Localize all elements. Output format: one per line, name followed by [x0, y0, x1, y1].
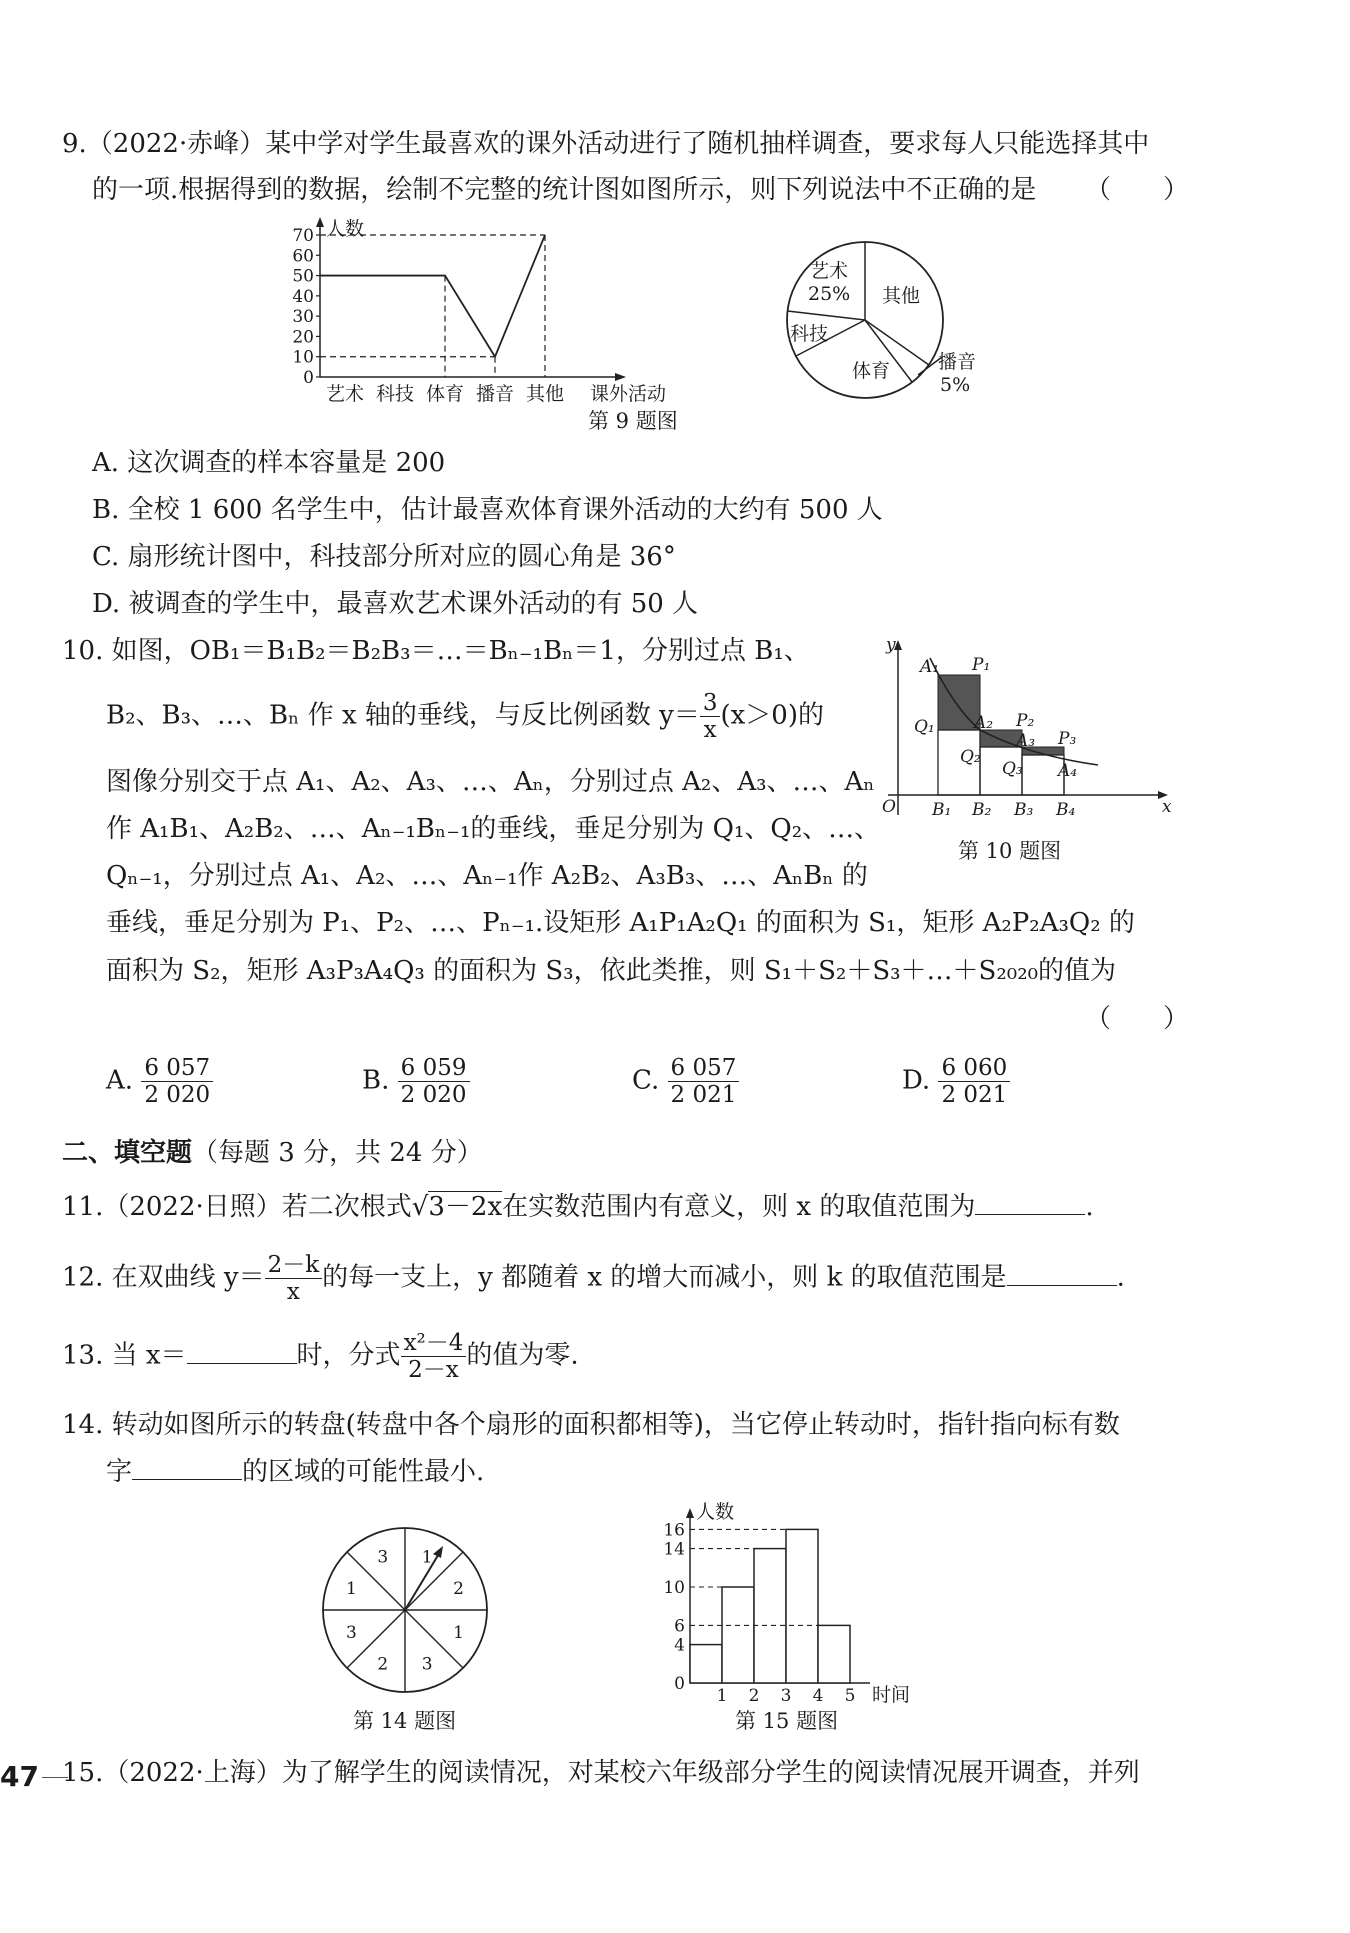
q13-pre: 13. 当 x＝: [62, 1340, 187, 1371]
x-tick-label: 科技: [375, 383, 415, 405]
q12-fraction: [265, 1252, 323, 1305]
q13: [62, 1330, 579, 1383]
q15-line1: 15.（2022·上海）为了解学生的阅读情况，对某校六年级部分学生的阅读情况展开调查，并列: [62, 1758, 1140, 1788]
option-letter: A.: [106, 1065, 134, 1096]
q9-series-line: [320, 235, 545, 357]
y-tick-label: 50: [292, 266, 314, 287]
option-fraction: [398, 1055, 470, 1108]
option-fraction: [668, 1055, 740, 1108]
q11: [62, 1190, 1094, 1224]
pie-label-broadcast-1: 播音: [938, 351, 977, 373]
q11-sqrt-sign: √: [411, 1192, 429, 1222]
q13-fraction: [401, 1330, 467, 1383]
q10-answer-paren: （ ）: [1085, 1004, 1190, 1034]
y-tick-label: 6: [674, 1616, 685, 1637]
bar: [754, 1549, 786, 1683]
q10-line2-a: B₂、B₃、…、Bₙ 作 x 轴的垂线，与反比例函数 y＝: [106, 700, 700, 731]
x-tick-label: 2: [748, 1686, 760, 1706]
q10-label-a3: A₃: [1016, 731, 1036, 751]
q9-xlabel: 课外活动: [590, 383, 667, 405]
bar: [690, 1645, 722, 1683]
q9-pie-chart: [770, 225, 1000, 415]
y-tick-label: 10: [663, 1578, 685, 1598]
page-number-rule: [42, 1777, 68, 1778]
q10-label-b3: B₃: [1014, 800, 1034, 820]
y-tick-label: 16: [663, 1520, 685, 1541]
q10-fraction: [700, 690, 721, 743]
pie-label-broadcast-2: 5%: [940, 374, 971, 396]
q10-line2: [106, 690, 824, 743]
q11-radicand: 3－2x: [428, 1192, 503, 1222]
x-tick-label: 1: [716, 1686, 728, 1706]
q12: [62, 1252, 1125, 1305]
q10-line6: 垂线，垂足分别为 P₁、P₂、…、Pₙ₋₁.设矩形 A₁P₁A₂Q₁ 的面积为 S₁，矩形 A₂P₂A₃Q₂ 的: [106, 908, 1135, 938]
q10-option-c: [632, 1055, 739, 1108]
wheel-pointer-head: [433, 1546, 443, 1558]
q10-line5: Qₙ₋₁，分别过点 A₁、A₂、…、Aₙ₋₁作 A₂B₂、A₃B₃、…、AₙBₙ 的: [106, 861, 868, 891]
q10-label-a2: A₂: [974, 713, 994, 733]
q14-fig-caption: 第 14 题图: [353, 1709, 457, 1733]
q15-fig-caption: 第 15 题图: [735, 1709, 839, 1733]
option-fraction: [938, 1055, 1010, 1108]
q9-line1: 9.（2022·赤峰）某中学对学生最喜欢的课外活动进行了随机抽样调查，要求每人只能选择其中: [62, 129, 1150, 159]
option-den: 2 020: [400, 1082, 467, 1108]
q10-frac-den: x: [703, 717, 717, 743]
q10-label-p1: P₁: [972, 655, 991, 675]
q10-option-b: [362, 1055, 470, 1108]
q12-num: 2－k: [265, 1252, 323, 1279]
x-tick-label: 5: [844, 1686, 856, 1706]
option-letter: C.: [632, 1065, 660, 1096]
q14-spinner-wheel: [315, 1520, 495, 1700]
q10-option-a: [106, 1055, 213, 1108]
q14-line1: 14. 转动如图所示的转盘(转盘中各个扇形的面积都相等)，当它停止转动时，指针指向标有数: [62, 1410, 1120, 1440]
option-den: 2 021: [670, 1082, 737, 1108]
option-den: 2 021: [941, 1082, 1008, 1108]
q10-line3: 图像分别交于点 A₁、A₂、A₃、…、Aₙ，分别过点 A₂、A₃、…、Aₙ: [106, 767, 875, 797]
q10-label-x: x: [1162, 797, 1172, 817]
pie-label-other: 其他: [882, 285, 921, 307]
q12-pre: 12. 在双曲线 y＝: [62, 1262, 265, 1293]
q10-label-q2: Q₂: [960, 747, 981, 767]
q13-mid: 时，分式: [296, 1340, 401, 1371]
bar: [818, 1625, 850, 1683]
pie-label-tech: 科技: [790, 323, 829, 345]
q13-answer-blank[interactable]: [187, 1339, 297, 1364]
y-tick-label: 70: [292, 226, 314, 246]
q10-label-b4: B₄: [1056, 800, 1076, 820]
bar: [786, 1529, 818, 1683]
wheel-number: 2: [377, 1654, 389, 1675]
wheel-number: 3: [421, 1654, 433, 1675]
q10-frac-num: 3: [700, 690, 721, 717]
option-letter: D.: [902, 1065, 931, 1096]
q10-line7: 面积为 S₂，矩形 A₃P₃A₄Q₃ 的面积为 S₃，依此类推，则 S₁＋S₂＋S₃＋…＋S₂₀₂₀的值为: [106, 956, 1117, 986]
q9-answer-paren: （ ）: [1085, 175, 1190, 205]
q15-ylabel: 人数: [696, 1501, 735, 1523]
q14-pre: 字: [106, 1457, 133, 1487]
q10-label-p3: P₃: [1058, 729, 1077, 749]
x-tick-label: 艺术: [325, 383, 365, 405]
q12-den: x: [286, 1279, 300, 1305]
chart-axes: [320, 225, 615, 377]
pie-label-pe: 体育: [852, 360, 891, 382]
q14-answer-blank[interactable]: [132, 1455, 242, 1480]
q13-num: x²－4: [401, 1330, 467, 1357]
wheel-number: 3: [346, 1623, 357, 1644]
q10-label-y: y: [886, 635, 896, 655]
x-tick-label: 其他: [525, 383, 565, 405]
q9-ylabel: 人数: [326, 218, 365, 240]
y-tick-label: 4: [674, 1635, 685, 1656]
q9-line2: 的一项.根据得到的数据，绘制不完整的统计图如图所示，则下列说法中不正确的是: [92, 175, 1037, 205]
wheel-number: 1: [346, 1578, 357, 1599]
wheel-number: 1: [421, 1547, 433, 1568]
option-num: 6 057: [141, 1055, 213, 1082]
q10-label-b1: B₁: [932, 800, 952, 820]
q10-option-d: [902, 1055, 1010, 1108]
option-num: 6 060: [938, 1055, 1010, 1082]
wheel-number: 3: [377, 1547, 389, 1568]
x-tick-label: 3: [780, 1686, 792, 1706]
q12-answer-blank[interactable]: [1007, 1261, 1117, 1286]
x-tick-label: 体育: [425, 383, 465, 405]
y-tick-label: 0: [303, 368, 314, 388]
q12-end: .: [1116, 1262, 1125, 1293]
y-tick-label: 14: [663, 1539, 685, 1560]
pie-label-art-2: 25%: [808, 283, 851, 305]
q9-option-d: D. 被调查的学生中，最喜欢艺术课外活动的有 50 人: [92, 589, 699, 619]
q11-pre: 11.（2022·日照）若二次根式: [62, 1192, 412, 1222]
q9-option-a: A. 这次调查的样本容量是 200: [92, 448, 446, 478]
y-tick-label: 20: [292, 327, 314, 348]
bar: [722, 1587, 754, 1683]
wheel-number: 1: [453, 1623, 464, 1644]
q9-fig-caption: 第 9 题图: [588, 409, 678, 433]
q11-answer-blank[interactable]: [975, 1190, 1085, 1215]
q10-label-o: O: [882, 797, 896, 817]
q9-option-b: B. 全校 1 600 名学生中，估计最喜欢体育课外活动的大约有 500 人: [92, 495, 883, 525]
q10-label-q3: Q₃: [1002, 759, 1023, 779]
q15-xlabel: 时间: [872, 1684, 911, 1706]
q10-line4: 作 A₁B₁、A₂B₂、…、Aₙ₋₁Bₙ₋₁的垂线，垂足分别为 Q₁、Q₂、…、: [106, 814, 881, 844]
y-tick-label: 60: [292, 246, 314, 267]
q10-label-b2: B₂: [972, 800, 992, 820]
section-title: 二、填空题: [62, 1138, 193, 1168]
q10-figure: [858, 630, 1178, 830]
q10-line2-b: (x＞0)的: [720, 700, 824, 731]
q12-post: 的每一支上，y 都随着 x 的增大而减小，则 k 的取值范围是: [322, 1262, 1007, 1293]
option-den: 2 020: [144, 1082, 211, 1108]
q13-den: 2－x: [408, 1357, 459, 1383]
section-note: （每题 3 分，共 24 分）: [192, 1138, 483, 1168]
option-num: 6 057: [668, 1055, 740, 1082]
q10-label-p2: P₂: [1016, 711, 1035, 731]
option-letter: B.: [362, 1065, 390, 1096]
wheel-number: 2: [453, 1578, 464, 1599]
q13-post: 的值为零.: [466, 1340, 579, 1371]
x-tick-label: 4: [812, 1686, 824, 1706]
option-num: 6 059: [398, 1055, 470, 1082]
q15-bar-chart: [650, 1498, 940, 1708]
q10-label-a1: A₁: [920, 657, 940, 677]
y-tick-label: 40: [292, 286, 314, 307]
q14-line2: [106, 1455, 484, 1489]
q9-option-c: C. 扇形统计图中，科技部分所对应的圆心角是 36°: [92, 542, 676, 572]
pie-label-art-1: 艺术: [810, 260, 849, 282]
y-tick-label: 30: [292, 307, 314, 328]
q11-post: 在实数范围内有意义，则 x 的取值范围为: [502, 1192, 976, 1222]
page-number: 47: [0, 1760, 39, 1793]
section-heading: [62, 1136, 483, 1170]
q9-line-chart: [270, 215, 690, 410]
option-fraction: [141, 1055, 213, 1108]
q11-end: .: [1085, 1192, 1094, 1222]
y-tick-label: 0: [674, 1674, 685, 1694]
x-tick-label: 播音: [475, 383, 515, 405]
q14-post: 的区域的可能性最小.: [242, 1457, 485, 1487]
q10-fig-caption: 第 10 题图: [958, 839, 1062, 863]
pie-divider: [865, 320, 929, 365]
pie-divider: [788, 311, 866, 320]
q10-label-q1: Q₁: [914, 717, 935, 737]
q10-label-a4: A₄: [1058, 761, 1078, 781]
q10-line1: 10. 如图，OB₁＝B₁B₂＝B₂B₃＝…＝Bₙ₋₁Bₙ＝1，分别过点 B₁、: [62, 636, 810, 666]
y-tick-label: 10: [292, 347, 314, 368]
